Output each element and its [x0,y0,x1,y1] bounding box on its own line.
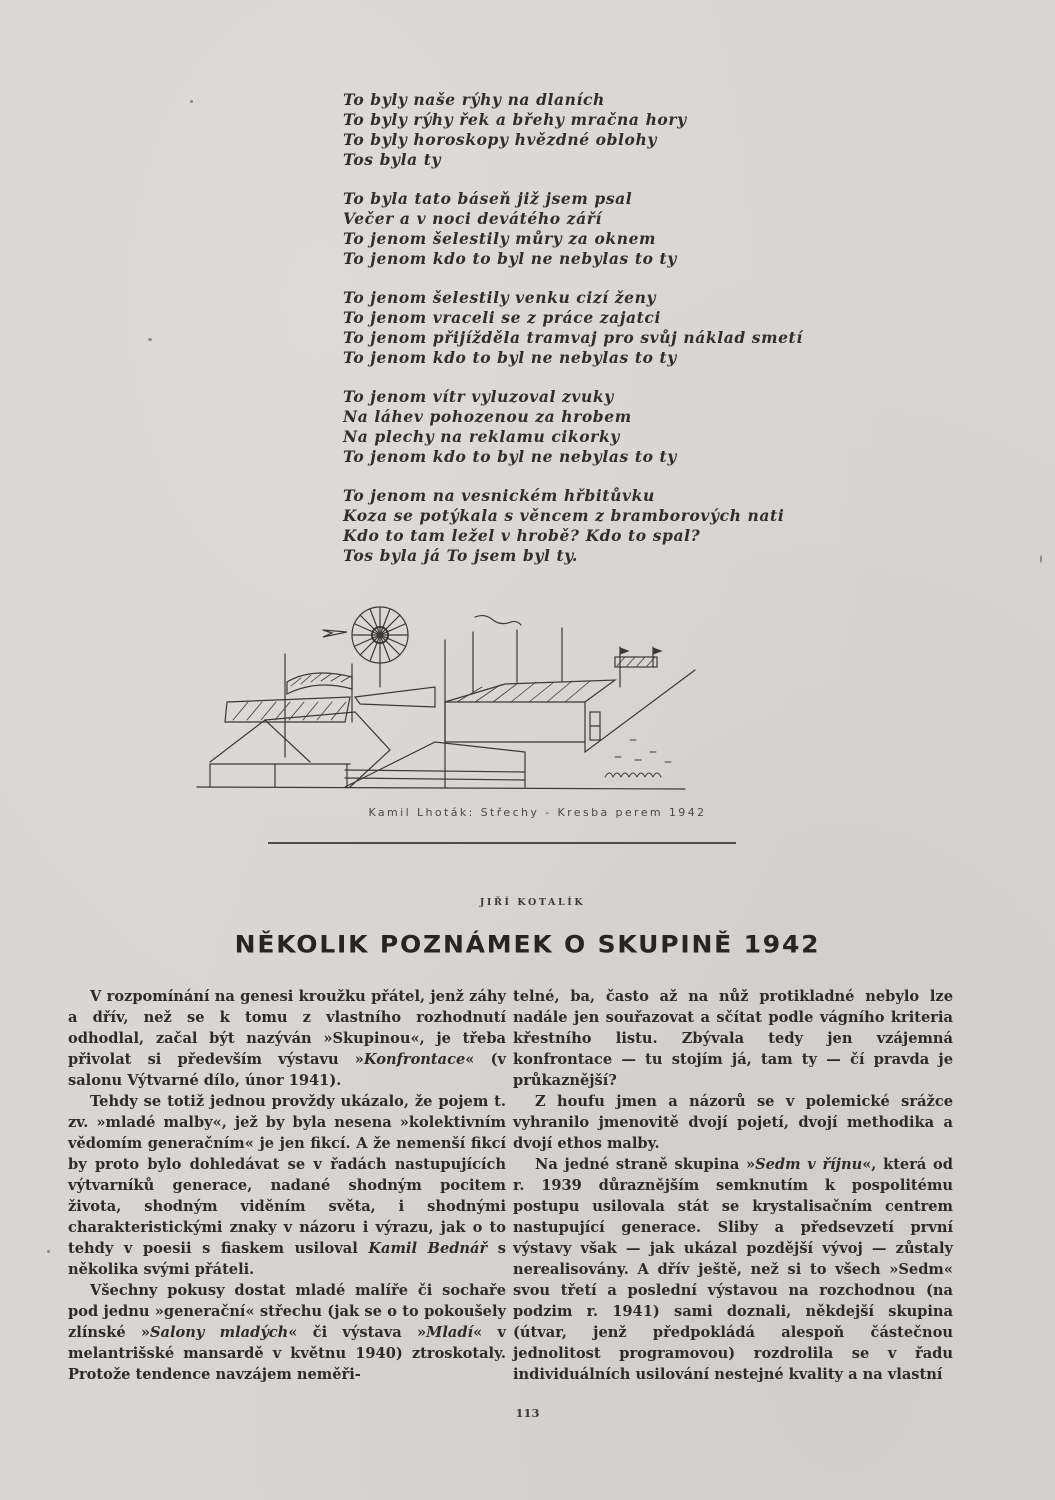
poem-line: To jenom šelestily můry za oknem [343,229,657,248]
emphasized-title: Sedm v říjnu [755,1156,863,1173]
article-column-right [513,986,953,1385]
poem-line: To jenom kdo to byl ne nebylas to ty [343,447,677,466]
text-run: Všechny pokusy dostat mladé malíře či sochaře pod jednu »generační« střechu (jak se o to pokoušely zlínské » [68,1282,506,1341]
poem-line: To byly horoskopy hvězdné oblohy [343,130,657,149]
article-paragraph [513,1154,953,1385]
emphasized-title: Konfrontace [363,1051,466,1068]
poem-line: To byla tato báseň již jsem psal [343,189,633,208]
poem-stanza [343,486,813,566]
text-run: «, která od r. 1939 důraznějším semknutím k pospolitému postupu usilovala stát se krystalisačním centrem nastupující generace. Sliby a předsevzetí první výstavy však — jak ukázal pozdější vývoj — zůstaly nerealisovány. A dřív ještě, než si to všech »Sedm« svou třetí a poslední výstavou na rozchodnou (na podzim r. 1941) sami doznali, někdejší skupina (útvar, jenž předpokládá alespoň částečnou jednolitost programovou) rozdrolila se v řadu individuálních usilování nestejné kvality a na vlastní [513,1156,953,1383]
text-run: « v melantrišské mansardě v květnu 1940) ztroskotaly. Protože tendence navzájem neměři- [68,1324,506,1383]
text-run: « (v salonu Výtvarné dílo, únor 1941). [68,1051,506,1089]
poem-line: Tos byla ty [343,150,442,169]
article-paragraph [68,1280,506,1385]
poem-stanza [343,387,813,467]
text-run: V rozpomínání na genesi kroužku přátel, jenž záhy a dřív, než se k tomu z vlastního rozhodnutí odhodlal, začal být nazýván »Skupinou«, je třeba přivolat si především výstavu » [68,988,506,1068]
paper-speck [1040,555,1042,563]
poem-line: Koza se potýkala s věncem z bramborových nati [343,506,785,525]
poem-line: Tos byla já To jsem byl ty. [343,546,579,565]
text-run: s několika svými přáteli. [68,1240,506,1278]
paper-speck [148,338,152,341]
text-run: Z houfu jmen a názorů se v polemické srážce vyhranilo jmenovitě dvojí pojetí, dvojí methodika a dvojí ethos malby. [513,1093,953,1152]
poem-line: To jenom šelestily venku cizí ženy [343,288,657,307]
article-title: NĚKOLIK POZNÁMEK O SKUPINĚ 1942 [234,930,821,959]
poem-line: To jenom přijížděla tramvaj pro svůj náklad smetí [343,328,803,347]
poem-line: To byly rýhy řek a břehy mračna hory [343,110,687,129]
drawing-ground-line [197,787,685,789]
paper-speck [47,1250,50,1253]
poem-line: Na láhev pohozenou za hrobem [343,407,632,426]
poem-line: To jenom vraceli se z práce zajatci [343,308,661,327]
poem-stanza [343,90,813,170]
article-paragraph [68,1091,506,1280]
text-run: telné, ba, často až na nůž protikladné nebylo lze nadále jen souřazovat a sčítat podle vágního kriteria křestního listu. Zbývala tedy jen vzájemná konfrontace — tu stojím já, tam ty — čí pravda je průkaznější? [513,988,953,1089]
windmill-icon [323,607,408,687]
poem-line: To jenom vítr vyluzoval zvuky [343,387,614,406]
poem-line: Večer a v noci devátého září [343,209,602,228]
emphasized-title: Salony mladých [150,1324,289,1341]
illustration-roofs-drawing [195,592,835,802]
text-run: Tehdy se totiž jednou provždy ukázalo, že pojem t. zv. »mladé malby«, jež by byla nesena »kolektivním vědomím generačním« je jen fikcí. A že nemenší fikcí by proto bylo dohledávat se v řadách nastupujících výtvarníků generace, nadané shodným pocitem života, shodným viděním světa, i shodnými charakteristickými znaky v názoru i výrazu, jak o to tehdy v poesii s fiaskem usiloval [68,1093,506,1257]
poem [343,90,813,585]
paper-speck [190,100,193,103]
article-paragraph [68,986,506,1091]
poem-line: To jenom na vesnickém hřbitůvku [343,486,655,505]
text-run: Na jedné straně skupina » [535,1156,756,1173]
section-divider [268,842,736,844]
poem-line: To jenom kdo to byl ne nebylas to ty [343,249,677,268]
emphasized-title: Kamil Bednář [368,1240,488,1257]
poem-line: To byly naše rýhy na dlaních [343,90,605,109]
illustration-caption: Kamil Lhoták: Střechy - Kresba perem 1942 [368,806,707,819]
poem-line: Na plechy na reklamu cikorky [343,427,620,446]
poem-stanza [343,288,813,368]
article-author: JIŘÍ KOTALÍK [479,897,586,908]
poem-line: Kdo to tam ležel v hrobě? Kdo to spal? [343,526,701,545]
poem-line: To jenom kdo to byl ne nebylas to ty [343,348,677,367]
poem-stanza [343,189,813,269]
article-paragraph [513,986,953,1091]
emphasized-title: Mladí [426,1324,474,1341]
article-column-left [68,986,506,1385]
page-number: 113 [515,1406,540,1420]
text-run: « či výstava » [288,1324,427,1341]
article-paragraph [513,1091,953,1154]
